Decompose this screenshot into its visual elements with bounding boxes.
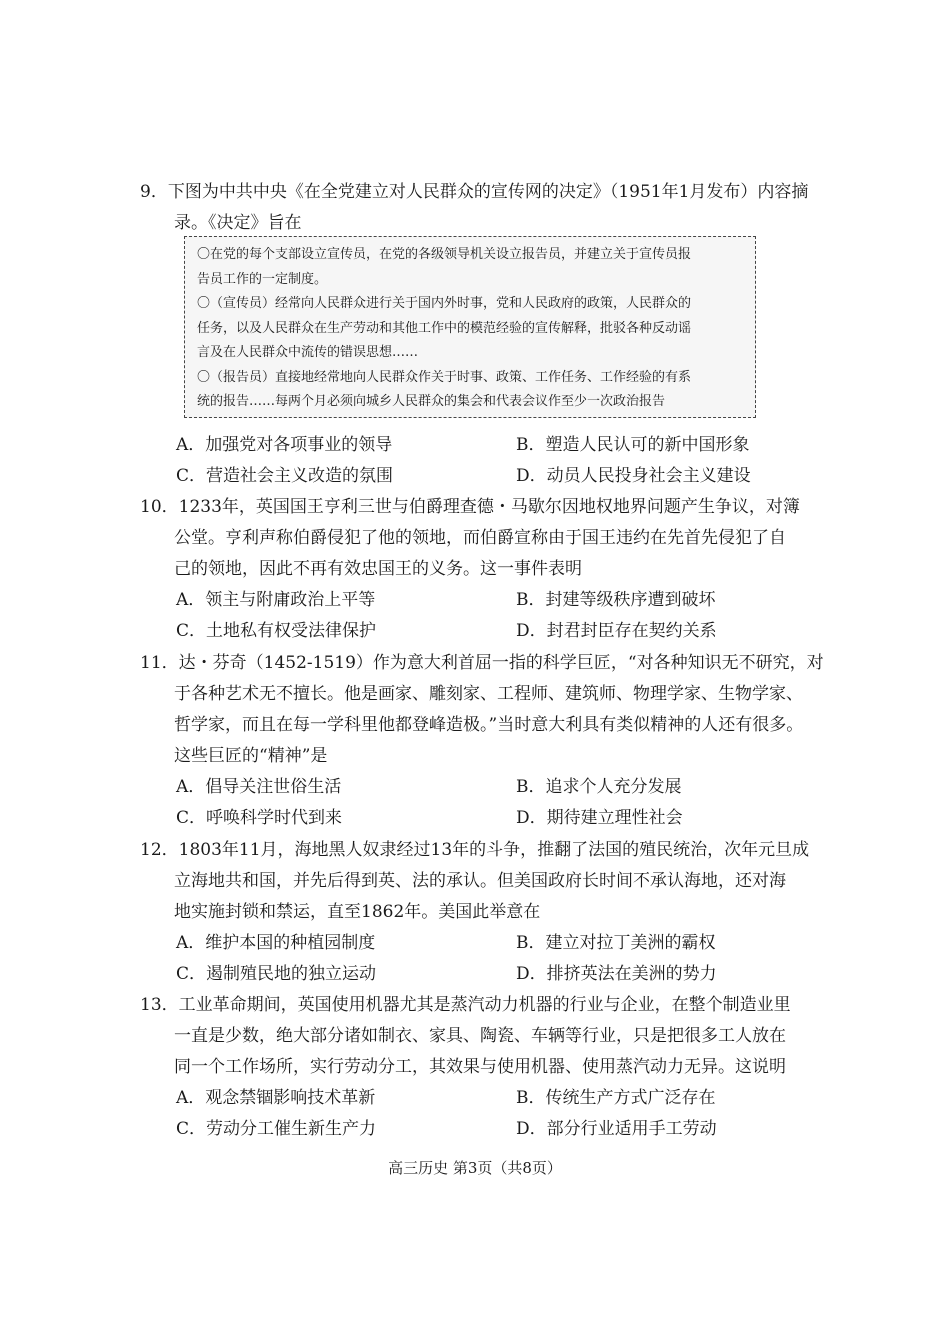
option-c[interactable]: C．土地私有权受法律保护 [176,621,377,641]
excerpt-line: 〇在党的每个支部设立宣传员，在党的各级领导机关设立报告员，并建立关于宣传员报 [197,247,692,262]
excerpt-line: 任务，以及人民群众在生产劳动和其他工作中的模范经验的宣传解释，批驳各种反动谣 [197,320,692,336]
question-13-options [140,1083,820,1145]
option-d[interactable]: D．部分行业适用手工劳动 [516,1119,717,1139]
excerpt-line: 〇（报告员）直接地经常地向人民群众作关于时事、政策、工作任务、工作经验的有系 [197,369,692,385]
question-9-stem-line: 录。《决定》旨在 [174,213,302,233]
option-d[interactable]: D．封君封臣存在契约关系 [516,621,717,641]
question-13-stem-line: 一直是少数，绝大部分诸如制衣、家具、陶瓷、车辆等行业，只是把很多工人放在 [174,1026,786,1046]
excerpt-line: 统的报告……每两个月必须向城乡人民群众的集会和代表会议作至少一次政治报告 [197,394,666,409]
question-11-options [140,772,820,834]
option-d[interactable]: D．动员人民投身社会主义建设 [516,466,751,486]
question-9 [140,177,820,239]
option-b[interactable]: B．建立对拉丁美洲的霸权 [516,933,716,953]
excerpt-line: 告员工作的一定制度。 [197,271,328,287]
option-b[interactable]: B．封建等级秩序遭到破坏 [516,590,716,610]
question-10-stem-line: 己的领地，因此不再有效忠国王的义务。这一事件表明 [174,559,582,579]
excerpt-line: 言及在人民群众中流传的错误思想…… [197,345,419,360]
excerpt-line: 〇（宣传员）经常向人民群众进行关于国内外时事，党和人民政府的政策，人民群众的 [197,296,692,311]
option-b[interactable]: B．传统生产方式广泛存在 [516,1088,716,1108]
option-a[interactable]: A．倡导关注世俗生活 [176,777,342,797]
question-13 [140,990,820,1145]
question-10-stem-line: 公堂。亨利声称伯爵侵犯了他的领地，而伯爵宣称由于国王违约在先首先侵犯了自 [174,528,786,548]
option-c[interactable]: C．呼唤科学时代到来 [176,808,343,828]
option-a[interactable]: A．观念禁锢影响技术革新 [176,1088,376,1108]
question-10-options [140,585,820,647]
option-c[interactable]: C．营造社会主义改造的氛围 [176,466,394,486]
question-11 [140,648,824,834]
option-a[interactable]: A．维护本国的种植园制度 [176,933,376,953]
option-a[interactable]: A．加强党对各项事业的领导 [176,435,393,455]
question-10 [140,492,820,647]
option-c[interactable]: C．遏制殖民地的独立运动 [176,964,377,984]
option-d[interactable]: D．排挤英法在美洲的势力 [516,964,717,984]
decision-excerpt-box [184,236,756,418]
option-c[interactable]: C．劳动分工催生新生产力 [176,1119,377,1139]
question-11-stem-line: 这些巨匠的“精神”是 [174,746,328,766]
question-10-stem-line: 10．1233年，英国国王亨利三世与伯爵理查德・马歇尔因地权地界问题产生争议，对簿 [140,497,800,517]
option-b[interactable]: B．追求个人充分发展 [516,777,682,797]
option-a[interactable]: A．领主与附庸政治上平等 [176,590,376,610]
question-12-options [140,928,820,990]
question-11-stem-line: 哲学家，而且在每一学科里他都登峰造极。”当时意大利具有类似精神的人还有很多。 [174,715,804,735]
question-13-stem-line: 同一个工作场所，实行劳动分工，其效果与使用机器、使用蒸汽动力无异。这说明 [174,1057,786,1077]
question-13-stem-line: 13．工业革命期间，英国使用机器尤其是蒸汽动力机器的行业与企业，在整个制造业里 [140,995,791,1015]
question-12 [140,835,820,990]
page-footer: 高三历史 第3页（共8页） [388,1159,562,1177]
question-12-stem-line: 立海地共和国，并先后得到英、法的承认。但美国政府长时间不承认海地，还对海 [174,871,786,891]
question-12-stem-line: 地实施封锁和禁运，直至1862年。美国此举意在 [174,902,541,922]
question-9-stem-line: 9．下图为中共中央《在全党建立对人民群众的宣传网的决定》（1951年1月发布）内容摘 [140,182,809,202]
option-b[interactable]: B．塑造人民认可的新中国形象 [516,435,750,455]
question-9-options [140,430,820,492]
option-d[interactable]: D．期待建立理性社会 [516,808,683,828]
question-11-stem-line: 于各种艺术无不擅长。他是画家、雕刻家、工程师、建筑师、物理学家、生物学家、 [174,684,803,704]
question-11-stem-line: 11．达・芬奇（1452-1519）作为意大利首屈一指的科学巨匠，“对各种知识无不研究，对 [140,653,824,673]
question-12-stem-line: 12．1803年11月，海地黑人奴隶经过13年的斗争，推翻了法国的殖民统治，次年元旦成 [140,840,810,860]
